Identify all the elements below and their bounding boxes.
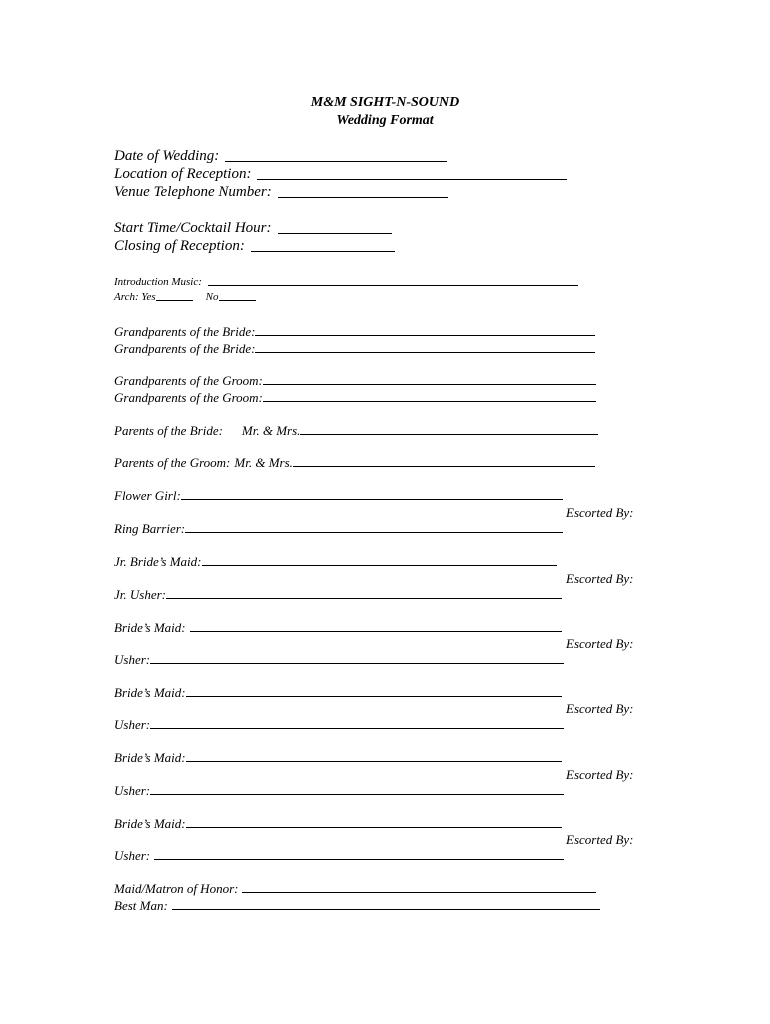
introduction-music-line [208,285,578,286]
usher-field-1[interactable] [114,653,564,666]
groom-grandparents-field-2[interactable] [114,391,596,404]
groom-grandparents-label-2: Grandparents of the Groom: [114,390,263,405]
usher-label-1: Usher: [114,652,151,667]
usher-line-3 [150,794,564,795]
flower-girl-label: Flower Girl: [114,488,181,503]
closing-of-reception-line [251,251,395,252]
bride-parents-prefix: Mr. & Mrs. [241,423,301,438]
usher-line-1 [150,663,564,664]
usher-label-4: Usher: [114,848,151,863]
venue-telephone-line [278,197,448,198]
arch-yes-label: Arch: Yes [114,291,156,303]
brides-maid-line-2 [186,696,562,697]
usher-field-3[interactable] [114,784,564,797]
date-of-wedding-line [225,161,447,162]
brides-maid-line-4 [186,827,562,828]
start-time-label: Start Time/Cocktail Hour: [114,220,272,236]
escorted-by-label-1: Escorted By: [566,505,634,520]
bride-grandparents-label-2: Grandparents of the Bride: [114,341,256,356]
bride-parents-label: Parents of the Bride: [114,423,223,438]
groom-grandparents-field-1[interactable] [114,374,596,387]
bride-parents-field[interactable] [114,424,598,437]
arch-yes-line[interactable] [156,300,193,301]
ring-barrier-label: Ring Barrier: [114,521,186,536]
jr-usher-line [166,598,562,599]
ring-barrier-line [185,532,563,533]
best-man-field[interactable] [114,899,600,912]
brides-maid-label-1: Bride’s Maid: [114,620,186,635]
brides-maid-line-3 [186,761,562,762]
bride-grandparents-line-2 [255,352,595,353]
location-of-reception-line [257,179,567,180]
brides-maid-field-1[interactable] [114,621,562,634]
introduction-music-field[interactable] [114,277,578,288]
jr-brides-maid-label: Jr. Bride’s Maid: [114,554,202,569]
usher-label-3: Usher: [114,783,151,798]
ring-barrier-field[interactable] [114,522,563,535]
escorted-by-label-6: Escorted By: [566,832,634,847]
flower-girl-field[interactable] [114,489,563,502]
usher-line-4 [154,859,564,860]
company-title: M&M SIGHT-N-SOUND [310,95,460,110]
brides-maid-field-2[interactable] [114,686,562,699]
usher-line-2 [150,728,564,729]
usher-field-4[interactable] [114,849,564,862]
best-man-label: Best Man: [114,898,168,913]
groom-parents-prefix: Mr. & Mrs. [234,455,293,470]
bride-grandparents-field-2[interactable] [114,342,595,355]
usher-label-2: Usher: [114,717,151,732]
venue-telephone-label: Venue Telephone Number: [114,184,272,200]
start-time-field[interactable] [114,221,392,236]
location-of-reception-label: Location of Reception: [114,166,252,182]
brides-maid-label-3: Bride’s Maid: [114,750,186,765]
bride-grandparents-label-1: Grandparents of the Bride: [114,324,256,339]
brides-maid-line-1 [190,631,562,632]
brides-maid-field-3[interactable] [114,751,562,764]
best-man-line [172,909,600,910]
arch-field [114,292,256,303]
maid-of-honor-label: Maid/Matron of Honor: [114,881,239,896]
closing-of-reception-label: Closing of Reception: [114,238,245,254]
groom-parents-line [293,466,595,467]
escorted-by-label-2: Escorted By: [566,571,634,586]
groom-grandparents-line-1 [263,384,596,385]
jr-brides-maid-field[interactable] [114,555,557,568]
introduction-music-label: Introduction Music: [114,276,202,288]
flower-girl-line [181,499,563,500]
date-of-wedding-label: Date of Wedding: [114,148,220,164]
brides-maid-field-4[interactable] [114,817,562,830]
maid-of-honor-field[interactable] [114,882,596,895]
arch-no-label: No [205,291,219,303]
closing-of-reception-field[interactable] [114,239,395,254]
escorted-by-label-5: Escorted By: [566,767,634,782]
bride-grandparents-line-1 [255,335,595,336]
usher-field-2[interactable] [114,718,564,731]
date-of-wedding-field[interactable] [114,149,447,164]
brides-maid-label-4: Bride’s Maid: [114,816,186,831]
jr-usher-label: Jr. Usher: [114,587,166,602]
escorted-by-label-4: Escorted By: [566,701,634,716]
maid-of-honor-line [242,892,596,893]
groom-grandparents-line-2 [263,401,596,402]
groom-grandparents-label-1: Grandparents of the Groom: [114,373,263,388]
venue-telephone-field[interactable] [114,185,448,200]
jr-usher-field[interactable] [114,588,562,601]
location-of-reception-field[interactable] [114,167,567,182]
form-subtitle: Wedding Format [336,113,434,128]
arch-no-line[interactable] [219,300,256,301]
escorted-by-label-3: Escorted By: [566,636,634,651]
bride-grandparents-field-1[interactable] [114,325,595,338]
groom-parents-label: Parents of the Groom: [114,455,231,470]
start-time-line [278,233,392,234]
bride-parents-line [300,434,598,435]
jr-brides-maid-line [202,565,557,566]
brides-maid-label-2: Bride’s Maid: [114,685,186,700]
groom-parents-field[interactable] [114,456,595,469]
